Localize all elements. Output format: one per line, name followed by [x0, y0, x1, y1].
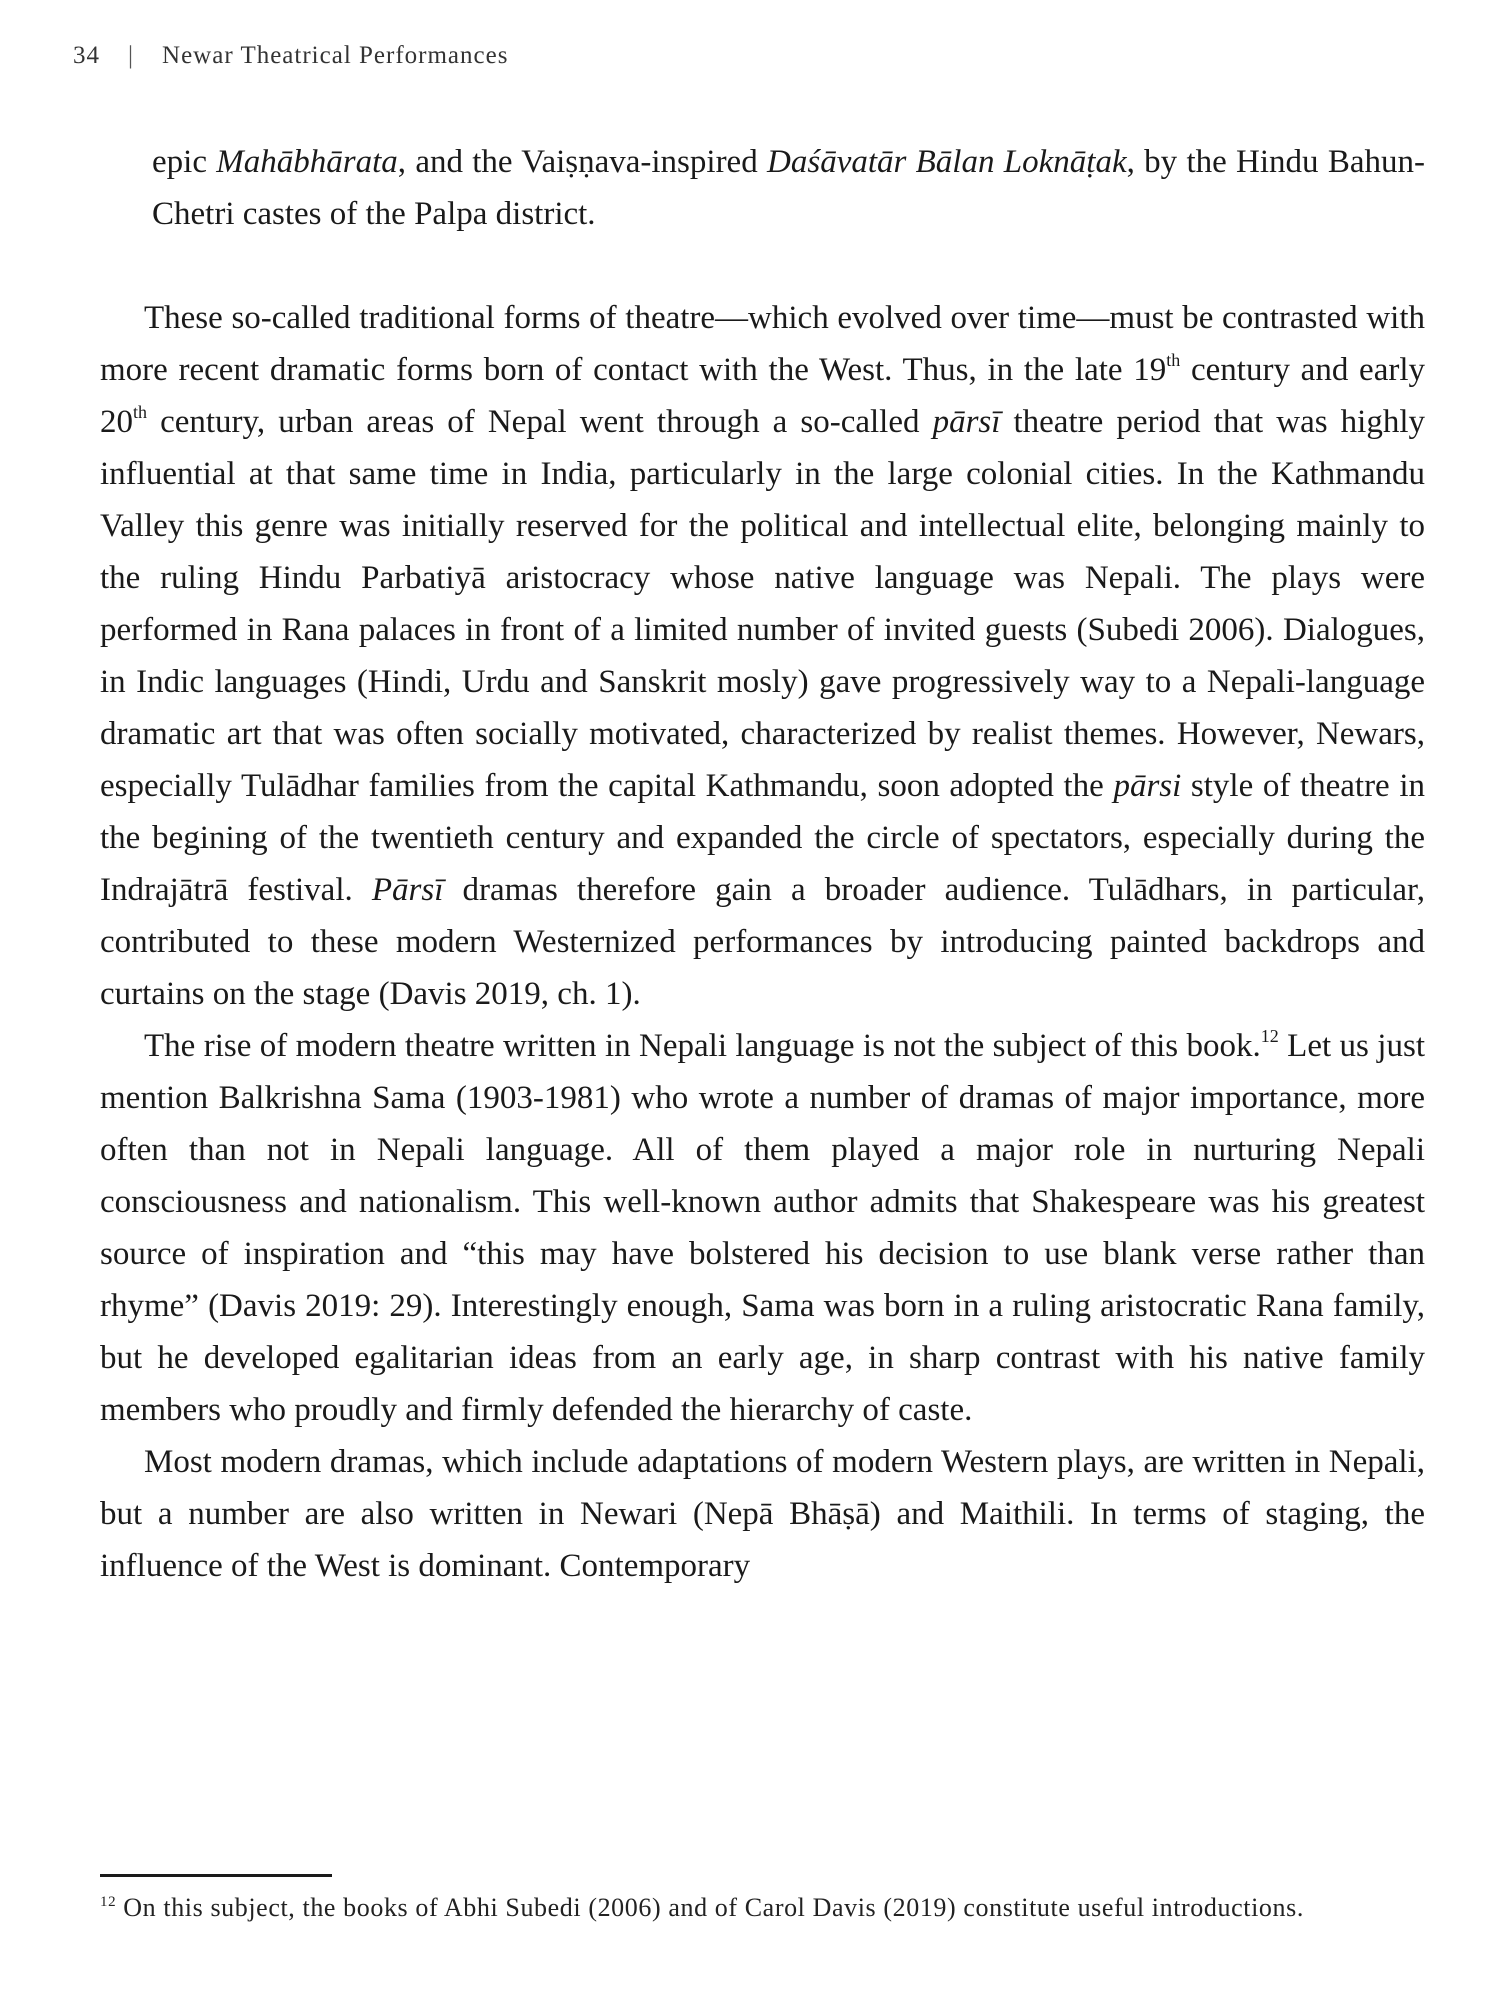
italic-term: pārsi: [1113, 768, 1182, 804]
footnote-marker: 12: [100, 1894, 117, 1910]
superscript: th: [1166, 350, 1181, 370]
paragraph: These so-called traditional forms of theatre—which evolved over time—must be contrasted with more recent dramatic forms born of contact with the West. Thus, in the late 19th century and early 20th century, urban areas of Nepal went through a so-called pārsī theatre period that was highly influential at that same time in India, particularly in the large colonial cities. In the Kathmandu Valley this genre was initially reserved for the political and intellectual elite, belonging mainly to the ruling Hindu Parbatiyā aristocracy whose native language was Nepali. The plays were performed in Rana palaces in front of a limited number of invited guests (Subedi 2006). Dialogues, in Indic languages (Hindi, Urdu and Sanskrit mosly) gave progressively way to a Nepali-language dramatic art that was often socially motivated, characterized by realist themes. However, Newars, especially Tulādhar families from the capital Kathmandu, soon adopted the pārsi style of theatre in the begining of the twentieth century and expanded the circle of spectators, especially during the Indrajātrā festival. Pārsī dramas therefore gain a broader audience. Tulādhars, in particular, contributed to these modern Westernized performances by introducing painted backdrops and curtains on the stage (Davis 2019, ch. 1).: [100, 300, 1425, 1012]
italic-term: Pārsī: [371, 872, 444, 908]
footnote-text: On this subject, the books of Abhi Subedi (2006) and of Carol Davis (2019) constitute useful introductions.: [116, 1893, 1304, 1922]
italic-title: Mahābhārata: [216, 144, 398, 180]
footnote: [100, 1888, 1425, 1928]
page-number: 34: [73, 42, 100, 69]
body-text: [100, 136, 1425, 1592]
paragraph: Most modern dramas, which include adaptations of modern Western plays, are written in Nepali, but a number are also written in Newari (Nepā Bhāṣā) and Maithili. In terms of staging, the influence of the West is dominant. Contemporary: [100, 1444, 1425, 1584]
running-header: [73, 42, 508, 70]
footnote-reference[interactable]: 12: [1260, 1026, 1279, 1046]
italic-title: Daśāvatār Bālan Loknāṭak: [767, 144, 1127, 180]
running-title: Newar Theatrical Performances: [162, 42, 509, 69]
superscript: th: [133, 402, 148, 422]
italic-term: pārsī: [932, 404, 1001, 440]
header-separator: |: [128, 42, 135, 69]
paragraph: The rise of modern theatre written in Nepali language is not the subject of this book.$^{12}$ Let us just mention Balkrishna Sama (1903-1981) who wrote a number of dramas of major importance, more often than not in Nepali language. All of them played a major role in nurturing Nepali consciousness and nationalism. This well-known author admits that Shakespeare was his greatest source of inspiration and “this may have bolstered his decision to use blank verse rather than rhyme” (Davis 2019: 29). Interestingly enough, Sama was born in a ruling aristocratic Rana family, but he developed egalitarian ideas from an early age, in sharp contrast with his native family members who proudly and firmly defended the hierarchy of caste.: [100, 1026, 1425, 1428]
footnote-divider: [100, 1874, 332, 1877]
paragraph-continued: epic Mahābhārata, and the Vaiṣṇava-inspired Daśāvatār Bālan Loknāṭak, by the Hindu Bahun-Chetri castes of the Palpa district.: [152, 144, 1425, 232]
